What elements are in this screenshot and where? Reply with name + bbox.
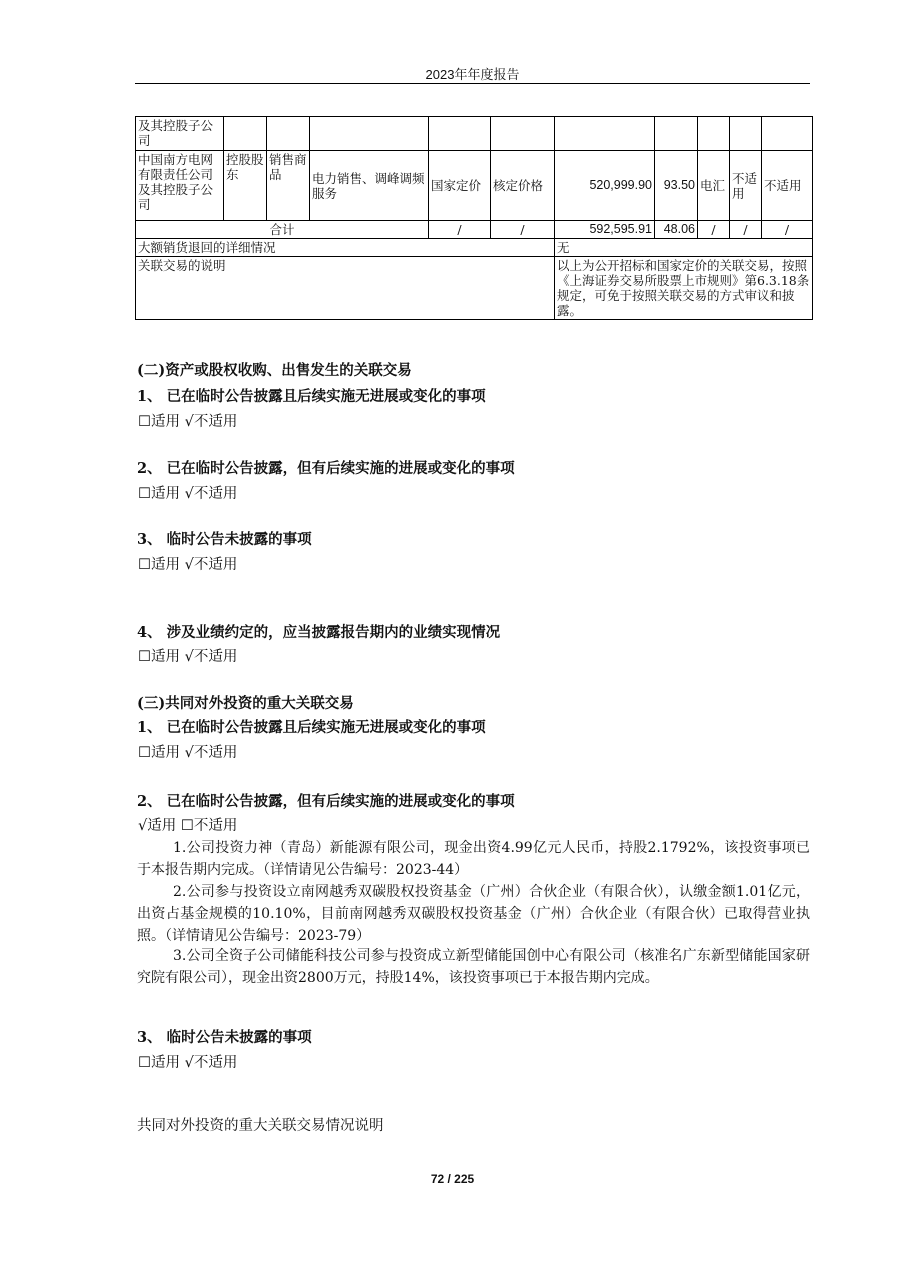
section-3-item-1-heading: 1、 已在临时公告披露且后续实施无进展或变化的事项 bbox=[137, 719, 486, 736]
section-3-item-2-options: √适用 ☐不适用 bbox=[138, 818, 238, 834]
ratio-cell: 93.50 bbox=[655, 151, 698, 221]
header-rule bbox=[135, 83, 810, 84]
investment-paragraph-3: 3.公司全资子公司储能科技公司参与投资成立新型储能国创中心有限公司（核准名广东新型储能国家研究院有限公司），现金出资2800万元，持股14%，该投资事项已于本报告期内完成。 bbox=[137, 948, 810, 986]
total-label: 合计 bbox=[136, 221, 429, 239]
market-cell: 不适用 bbox=[730, 151, 762, 221]
related-transaction-table bbox=[135, 116, 813, 320]
return-row bbox=[136, 239, 813, 257]
note-label: 关联交易的说明 bbox=[136, 257, 555, 320]
reason-cell: 不适用 bbox=[762, 151, 813, 221]
section-3-item-1-options: ☐适用 √不适用 bbox=[138, 745, 238, 761]
principle-cell: 国家定价 bbox=[429, 151, 491, 221]
table-row bbox=[136, 117, 813, 151]
type-cell: 销售商品 bbox=[267, 151, 310, 221]
return-label: 大额销货退回的详细情况 bbox=[136, 239, 555, 257]
total-amount: 592,595.91 bbox=[555, 221, 655, 239]
relation-cell: 控股股东 bbox=[224, 151, 267, 221]
page-number: 72 / 225 bbox=[430, 1172, 475, 1186]
section-2-item-4-heading: 4、 涉及业绩约定的，应当披露报告期内的业绩实现情况 bbox=[137, 624, 501, 641]
total-row: 合计 / / 592,595.91 48.06 / / / bbox=[136, 221, 813, 239]
section-2-item-3-options: ☐适用 √不适用 bbox=[138, 557, 238, 573]
table-row bbox=[136, 151, 813, 221]
section-2-item-2-options: ☐适用 √不适用 bbox=[138, 486, 238, 502]
return-value: 无 bbox=[555, 239, 813, 257]
price-cell: 核定价格 bbox=[491, 151, 555, 221]
section-2-item-1-options: ☐适用 √不适用 bbox=[138, 414, 238, 430]
investment-paragraph-2: 2.公司参与投资设立南网越秀双碳股权投资基金（广州）合伙企业（有限合伙），认缴金额1.01亿元，出资占基金规模的10.10%，目前南网越秀双碳股权投资基金（广州）合伙企业（有限合伙）已取得营业执照。（详情请见公告编号：2023-79） bbox=[137, 884, 810, 944]
investment-paragraph-1: 1.公司投资力神（青岛）新能源有限公司，现金出资4.99亿元人民币，持股2.1792%，该投资事项已于本报告期内完成。（详情请见公告编号：2023-44） bbox=[137, 840, 810, 878]
note-value: 以上为公开招标和国家定价的关联交易，按照《上海证券交易所股票上市规则》第6.3.18条规定，可免于按照关联交易的方式审议和披露。 bbox=[555, 257, 813, 320]
section-2-item-4-options: ☐适用 √不适用 bbox=[138, 649, 238, 665]
section-3-note: 共同对外投资的重大关联交易情况说明 bbox=[137, 1118, 384, 1134]
section-2-item-2-heading: 2、 已在临时公告披露，但有后续实施的进展或变化的事项 bbox=[137, 460, 515, 477]
section-3-title: (三)共同对外投资的重大关联交易 bbox=[137, 695, 354, 712]
section-2-item-3-heading: 3、 临时公告未披露的事项 bbox=[137, 531, 312, 548]
section-3-item-3-options: ☐适用 √不适用 bbox=[138, 1055, 238, 1071]
section-3-item-3-heading: 3、 临时公告未披露的事项 bbox=[137, 1029, 312, 1046]
party-cell: 中国南方电网有限责任公司及其控股子公司 bbox=[136, 151, 224, 221]
amount-cell: 520,999.90 bbox=[555, 151, 655, 221]
report-header: 2023年年度报告 bbox=[425, 67, 520, 82]
settle-cell: 电汇 bbox=[698, 151, 730, 221]
section-2-item-1-heading: 1、 已在临时公告披露且后续实施无进展或变化的事项 bbox=[137, 388, 486, 405]
section-2-title: (二)资产或股权收购、出售发生的关联交易 bbox=[137, 362, 412, 379]
section-3-item-2-heading: 2、 已在临时公告披露，但有后续实施的进展或变化的事项 bbox=[137, 793, 515, 810]
table-cell: 及其控股子公司 bbox=[136, 117, 224, 151]
content-cell: 电力销售、调峰调频服务 bbox=[310, 151, 429, 221]
note-row bbox=[136, 257, 813, 320]
total-ratio: 48.06 bbox=[655, 221, 698, 239]
